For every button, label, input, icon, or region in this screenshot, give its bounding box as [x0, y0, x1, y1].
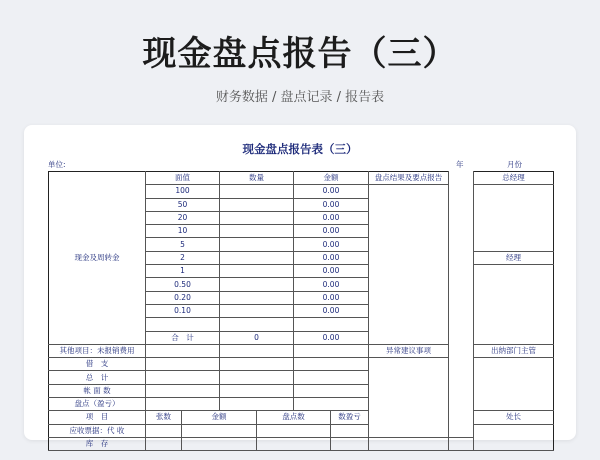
- subtotal-label: 总 计: [49, 371, 146, 384]
- denomination-cell: 0.20: [146, 291, 220, 304]
- month-label: 月份: [507, 160, 522, 169]
- quantity-cell[interactable]: [220, 225, 294, 238]
- header-general-manager: 总经理: [474, 172, 554, 185]
- total-amount: 0.00: [294, 331, 369, 344]
- amount-cell: 0.00: [294, 251, 369, 264]
- amount-cell: 0.00: [294, 291, 369, 304]
- amount2-label: 金额: [182, 411, 257, 424]
- abnormal-cell[interactable]: [369, 358, 449, 438]
- quantity-cell[interactable]: [220, 238, 294, 251]
- general-manager-sign-cell[interactable]: [474, 185, 554, 251]
- page-subtitle: 财务数据 / 盘点记录 / 报告表: [215, 90, 385, 105]
- header-amount: 金额: [294, 172, 369, 185]
- cash-section-label: 现金及周转金: [49, 172, 146, 345]
- manager-sign-cell[interactable]: [474, 265, 554, 345]
- amount-cell: [294, 318, 369, 331]
- quantity-cell[interactable]: [220, 185, 294, 198]
- other-items-label: 其他项目：未报销费用: [49, 344, 146, 357]
- amount-cell: 0.00: [294, 238, 369, 251]
- header-quantity: 数量: [220, 172, 294, 185]
- amount-cell: 0.00: [294, 198, 369, 211]
- book-label: 帐 面 数: [49, 384, 146, 397]
- table-row: [49, 424, 554, 437]
- quantity-cell[interactable]: [220, 304, 294, 317]
- quantity-cell[interactable]: [220, 265, 294, 278]
- total-label: 合 计: [146, 331, 220, 344]
- denomination-cell: 0.50: [146, 278, 220, 291]
- item-header-row: [49, 411, 554, 424]
- cash-count-table: [48, 171, 554, 451]
- report-card: [24, 125, 576, 449]
- total-quantity: 0: [220, 331, 294, 344]
- inventory-label: 库 存: [49, 437, 146, 450]
- count-label: 盘点数: [257, 411, 331, 424]
- amount-cell: 0.00: [294, 211, 369, 224]
- abnormal-label: 异常建议事项: [369, 344, 449, 357]
- amount-cell: 0.00: [294, 185, 369, 198]
- denomination-cell: 100: [146, 185, 220, 198]
- quantity-cell[interactable]: [220, 211, 294, 224]
- header-findings: 盘点结果及要点报告: [369, 172, 449, 185]
- amount-cell: 0.00: [294, 225, 369, 238]
- amount-cell: 0.00: [294, 265, 369, 278]
- denomination-cell: 0.10: [146, 304, 220, 317]
- amount-cell: 0.00: [294, 278, 369, 291]
- header-row: [49, 172, 554, 185]
- denomination-cell: 2: [146, 251, 220, 264]
- unit-label: 单位:: [48, 160, 66, 169]
- section-chief-sign-cell[interactable]: [474, 424, 554, 451]
- borrow-label: 借 支: [49, 358, 146, 371]
- receivable-label: 应收票据：代 收: [49, 424, 146, 437]
- item-label: 项 目: [49, 411, 146, 424]
- cashier-dept-sign-cell[interactable]: [474, 358, 554, 411]
- denomination-cell: 10: [146, 225, 220, 238]
- quantity-cell[interactable]: [220, 318, 294, 331]
- header-denomination: 面值: [146, 172, 220, 185]
- denomination-cell: 50: [146, 198, 220, 211]
- other-items-row: [49, 344, 554, 357]
- sheets-label: 张数: [146, 411, 182, 424]
- quantity-cell[interactable]: [220, 291, 294, 304]
- cashier-dept-label: 出纳部门主管: [474, 344, 554, 357]
- table-row: [49, 358, 554, 371]
- surplus-label: 盘点（盈亏）: [49, 398, 146, 411]
- quantity-cell[interactable]: [220, 251, 294, 264]
- quantity-cell[interactable]: [220, 278, 294, 291]
- findings-cell[interactable]: [369, 185, 449, 345]
- report-title: 现金盘点报告表（三）: [242, 142, 358, 156]
- section-chief-label: 处长: [474, 411, 554, 424]
- quantity-cell[interactable]: [220, 198, 294, 211]
- denomination-cell: 1: [146, 265, 220, 278]
- year-label: 年: [456, 160, 464, 169]
- manager-label: 经理: [474, 251, 554, 264]
- denomination-cell: 20: [146, 211, 220, 224]
- denomination-cell: 5: [146, 238, 220, 251]
- page-title: 现金盘点报告（三）: [142, 34, 458, 74]
- gainloss-label: 数盈亏: [331, 411, 369, 424]
- amount-cell: 0.00: [294, 304, 369, 317]
- denomination-cell: [146, 318, 220, 331]
